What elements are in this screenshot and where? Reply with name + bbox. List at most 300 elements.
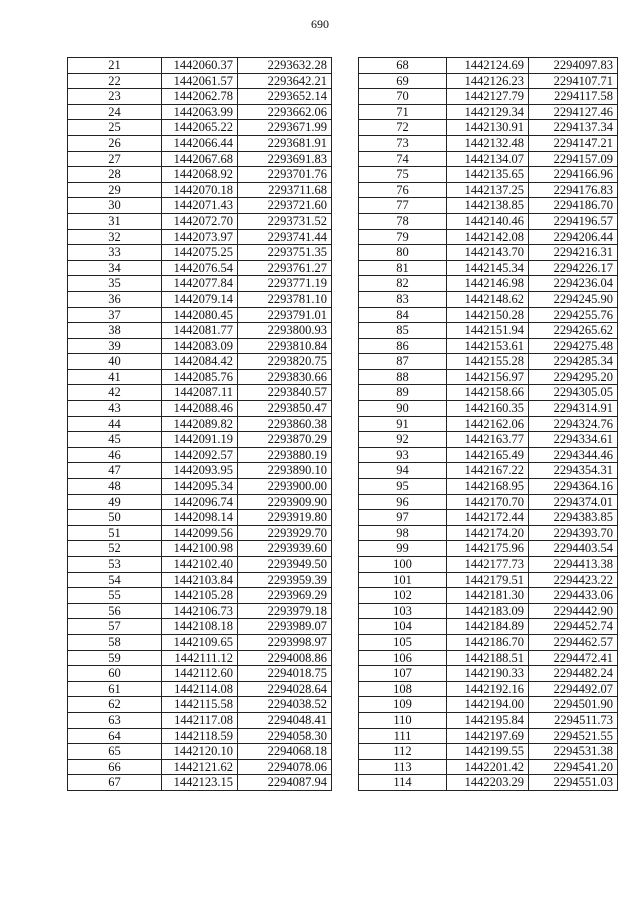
y-coordinate-cell: 2294206.44 — [529, 229, 618, 245]
point-number-cell: 63 — [68, 712, 162, 728]
point-number-cell: 88 — [359, 369, 447, 385]
point-number-cell: 34 — [68, 260, 162, 276]
x-coordinate-cell: 1442137.25 — [447, 182, 529, 198]
y-coordinate-cell: 2293791.01 — [238, 307, 332, 323]
table-row — [359, 401, 618, 417]
table-row — [68, 494, 332, 510]
point-number-cell: 59 — [68, 650, 162, 666]
table-row — [359, 541, 618, 557]
x-coordinate-cell: 1442063.99 — [162, 104, 238, 120]
x-coordinate-cell: 1442167.22 — [447, 463, 529, 479]
x-coordinate-cell: 1442195.84 — [447, 712, 529, 728]
y-coordinate-cell: 2294531.38 — [529, 744, 618, 760]
table-row — [68, 697, 332, 713]
point-number-cell: 103 — [359, 603, 447, 619]
x-coordinate-cell: 1442168.95 — [447, 479, 529, 495]
y-coordinate-cell: 2294018.75 — [238, 666, 332, 682]
table-row — [68, 354, 332, 370]
y-coordinate-cell: 2293998.97 — [238, 634, 332, 650]
x-coordinate-cell: 1442177.73 — [447, 557, 529, 573]
table-row — [359, 276, 618, 292]
y-coordinate-cell: 2294511.73 — [529, 712, 618, 728]
y-coordinate-cell: 2294482.24 — [529, 666, 618, 682]
point-number-cell: 22 — [68, 73, 162, 89]
point-number-cell: 47 — [68, 463, 162, 479]
y-coordinate-cell: 2294028.64 — [238, 681, 332, 697]
x-coordinate-cell: 1442115.58 — [162, 697, 238, 713]
table-row — [359, 759, 618, 775]
x-coordinate-cell: 1442109.65 — [162, 634, 238, 650]
y-coordinate-cell: 2293632.28 — [238, 58, 332, 74]
x-coordinate-cell: 1442106.73 — [162, 603, 238, 619]
y-coordinate-cell: 2294433.06 — [529, 588, 618, 604]
y-coordinate-cell: 2294097.83 — [529, 58, 618, 74]
x-coordinate-cell: 1442132.48 — [447, 135, 529, 151]
x-coordinate-cell: 1442181.30 — [447, 588, 529, 604]
x-coordinate-cell: 1442179.51 — [447, 572, 529, 588]
x-coordinate-cell: 1442072.70 — [162, 213, 238, 229]
point-number-cell: 66 — [68, 759, 162, 775]
point-number-cell: 105 — [359, 634, 447, 650]
point-number-cell: 41 — [68, 369, 162, 385]
point-number-cell: 96 — [359, 494, 447, 510]
point-number-cell: 77 — [359, 198, 447, 214]
table-row — [68, 151, 332, 167]
table-row — [359, 603, 618, 619]
point-number-cell: 98 — [359, 525, 447, 541]
table-row — [359, 588, 618, 604]
point-number-cell: 30 — [68, 198, 162, 214]
x-coordinate-cell: 1442095.34 — [162, 479, 238, 495]
y-coordinate-cell: 2294423.22 — [529, 572, 618, 588]
table-row — [359, 307, 618, 323]
x-coordinate-cell: 1442083.09 — [162, 338, 238, 354]
table-row — [359, 463, 618, 479]
x-coordinate-cell: 1442062.78 — [162, 89, 238, 105]
y-coordinate-cell: 2294087.94 — [238, 775, 332, 791]
point-number-cell: 108 — [359, 681, 447, 697]
point-number-cell: 79 — [359, 229, 447, 245]
x-coordinate-cell: 1442065.22 — [162, 120, 238, 136]
point-number-cell: 106 — [359, 650, 447, 666]
x-coordinate-cell: 1442087.11 — [162, 385, 238, 401]
y-coordinate-cell: 2294393.70 — [529, 525, 618, 541]
table-row — [68, 666, 332, 682]
table-row — [68, 323, 332, 339]
x-coordinate-cell: 1442092.57 — [162, 447, 238, 463]
table-row — [359, 479, 618, 495]
y-coordinate-cell: 2293909.90 — [238, 494, 332, 510]
x-coordinate-cell: 1442201.42 — [447, 759, 529, 775]
point-number-cell: 74 — [359, 151, 447, 167]
x-coordinate-cell: 1442170.70 — [447, 494, 529, 510]
x-coordinate-cell: 1442091.19 — [162, 432, 238, 448]
x-coordinate-cell: 1442160.35 — [447, 401, 529, 417]
x-coordinate-cell: 1442135.65 — [447, 167, 529, 183]
point-number-cell: 87 — [359, 354, 447, 370]
table-row — [68, 525, 332, 541]
table-row — [359, 89, 618, 105]
y-coordinate-cell: 2294048.41 — [238, 712, 332, 728]
point-number-cell: 21 — [68, 58, 162, 74]
x-coordinate-cell: 1442134.07 — [447, 151, 529, 167]
y-coordinate-cell: 2293741.44 — [238, 229, 332, 245]
point-number-cell: 72 — [359, 120, 447, 136]
table-row — [68, 479, 332, 495]
table-row — [359, 135, 618, 151]
x-coordinate-cell: 1442138.85 — [447, 198, 529, 214]
table-row — [68, 463, 332, 479]
y-coordinate-cell: 2294442.90 — [529, 603, 618, 619]
point-number-cell: 61 — [68, 681, 162, 697]
table-row — [359, 681, 618, 697]
point-number-cell: 45 — [68, 432, 162, 448]
y-coordinate-cell: 2293810.84 — [238, 338, 332, 354]
x-coordinate-cell: 1442061.57 — [162, 73, 238, 89]
table-row — [68, 260, 332, 276]
x-coordinate-cell: 1442163.77 — [447, 432, 529, 448]
y-coordinate-cell: 2294186.70 — [529, 198, 618, 214]
x-coordinate-cell: 1442102.40 — [162, 557, 238, 573]
x-coordinate-cell: 1442096.74 — [162, 494, 238, 510]
x-coordinate-cell: 1442081.77 — [162, 323, 238, 339]
table-row — [359, 260, 618, 276]
y-coordinate-cell: 2293711.68 — [238, 182, 332, 198]
y-coordinate-cell: 2293721.60 — [238, 198, 332, 214]
table-row — [359, 291, 618, 307]
point-number-cell: 114 — [359, 775, 447, 791]
table-row — [359, 712, 618, 728]
y-coordinate-cell: 2294462.57 — [529, 634, 618, 650]
point-number-cell: 42 — [68, 385, 162, 401]
point-number-cell: 100 — [359, 557, 447, 573]
x-coordinate-cell: 1442140.46 — [447, 213, 529, 229]
y-coordinate-cell: 2294265.62 — [529, 323, 618, 339]
point-number-cell: 32 — [68, 229, 162, 245]
x-coordinate-cell: 1442124.69 — [447, 58, 529, 74]
table-row — [359, 510, 618, 526]
y-coordinate-cell: 2294413.38 — [529, 557, 618, 573]
table-row — [68, 447, 332, 463]
table-row — [68, 744, 332, 760]
y-coordinate-cell: 2294305.05 — [529, 385, 618, 401]
table-row — [68, 759, 332, 775]
y-coordinate-cell: 2294157.09 — [529, 151, 618, 167]
y-coordinate-cell: 2293761.27 — [238, 260, 332, 276]
table-row — [359, 229, 618, 245]
y-coordinate-cell: 2293820.75 — [238, 354, 332, 370]
table-row — [359, 151, 618, 167]
y-coordinate-cell: 2293959.39 — [238, 572, 332, 588]
y-coordinate-cell: 2293840.57 — [238, 385, 332, 401]
y-coordinate-cell: 2294521.55 — [529, 728, 618, 744]
y-coordinate-cell: 2293671.99 — [238, 120, 332, 136]
y-coordinate-cell: 2294541.20 — [529, 759, 618, 775]
x-coordinate-cell: 1442192.16 — [447, 681, 529, 697]
y-coordinate-cell: 2293691.83 — [238, 151, 332, 167]
y-coordinate-cell: 2294354.31 — [529, 463, 618, 479]
point-number-cell: 71 — [359, 104, 447, 120]
table-row — [68, 385, 332, 401]
x-coordinate-cell: 1442121.62 — [162, 759, 238, 775]
x-coordinate-cell: 1442070.18 — [162, 182, 238, 198]
table-row — [68, 182, 332, 198]
point-number-cell: 80 — [359, 245, 447, 261]
table-row — [359, 697, 618, 713]
x-coordinate-cell: 1442130.91 — [447, 120, 529, 136]
y-coordinate-cell: 2293929.70 — [238, 525, 332, 541]
point-number-cell: 29 — [68, 182, 162, 198]
y-coordinate-cell: 2293979.18 — [238, 603, 332, 619]
table-row — [68, 307, 332, 323]
point-number-cell: 27 — [68, 151, 162, 167]
y-coordinate-cell: 2293919.80 — [238, 510, 332, 526]
point-number-cell: 38 — [68, 323, 162, 339]
table-row — [359, 650, 618, 666]
table-row — [68, 338, 332, 354]
x-coordinate-cell: 1442071.43 — [162, 198, 238, 214]
point-number-cell: 60 — [68, 666, 162, 682]
page-number: 690 — [311, 17, 329, 31]
table-row — [68, 588, 332, 604]
y-coordinate-cell: 2294147.21 — [529, 135, 618, 151]
y-coordinate-cell: 2294236.04 — [529, 276, 618, 292]
table-row — [68, 775, 332, 791]
y-coordinate-cell: 2294216.31 — [529, 245, 618, 261]
x-coordinate-cell: 1442126.23 — [447, 73, 529, 89]
point-number-cell: 44 — [68, 416, 162, 432]
x-coordinate-cell: 1442066.44 — [162, 135, 238, 151]
x-coordinate-cell: 1442129.34 — [447, 104, 529, 120]
y-coordinate-cell: 2293781.10 — [238, 291, 332, 307]
table-row — [359, 775, 618, 791]
x-coordinate-cell: 1442153.61 — [447, 338, 529, 354]
point-number-cell: 64 — [68, 728, 162, 744]
x-coordinate-cell: 1442103.84 — [162, 572, 238, 588]
x-coordinate-cell: 1442162.06 — [447, 416, 529, 432]
x-coordinate-cell: 1442060.37 — [162, 58, 238, 74]
table-row — [68, 198, 332, 214]
point-number-cell: 93 — [359, 447, 447, 463]
point-number-cell: 75 — [359, 167, 447, 183]
table-row — [68, 73, 332, 89]
y-coordinate-cell: 2293642.21 — [238, 73, 332, 89]
x-coordinate-cell: 1442079.14 — [162, 291, 238, 307]
x-coordinate-cell: 1442105.28 — [162, 588, 238, 604]
x-coordinate-cell: 1442143.70 — [447, 245, 529, 261]
table-row — [68, 619, 332, 635]
y-coordinate-cell: 2294038.52 — [238, 697, 332, 713]
y-coordinate-cell: 2294334.61 — [529, 432, 618, 448]
x-coordinate-cell: 1442150.28 — [447, 307, 529, 323]
y-coordinate-cell: 2294344.46 — [529, 447, 618, 463]
point-number-cell: 112 — [359, 744, 447, 760]
x-coordinate-cell: 1442203.29 — [447, 775, 529, 791]
table-row — [359, 416, 618, 432]
table-row — [359, 213, 618, 229]
y-coordinate-cell: 2294127.46 — [529, 104, 618, 120]
table-row — [68, 291, 332, 307]
y-coordinate-cell: 2293900.00 — [238, 479, 332, 495]
point-number-cell: 83 — [359, 291, 447, 307]
point-number-cell: 76 — [359, 182, 447, 198]
x-coordinate-cell: 1442156.97 — [447, 369, 529, 385]
point-number-cell: 35 — [68, 276, 162, 292]
point-number-cell: 46 — [68, 447, 162, 463]
x-coordinate-cell: 1442127.79 — [447, 89, 529, 105]
table-row — [68, 681, 332, 697]
table-row — [359, 198, 618, 214]
point-number-cell: 78 — [359, 213, 447, 229]
y-coordinate-cell: 2293939.60 — [238, 541, 332, 557]
y-coordinate-cell: 2294551.03 — [529, 775, 618, 791]
point-number-cell: 40 — [68, 354, 162, 370]
y-coordinate-cell: 2293860.38 — [238, 416, 332, 432]
y-coordinate-cell: 2293681.91 — [238, 135, 332, 151]
point-number-cell: 89 — [359, 385, 447, 401]
point-number-cell: 69 — [359, 73, 447, 89]
y-coordinate-cell: 2293969.29 — [238, 588, 332, 604]
x-coordinate-cell: 1442142.08 — [447, 229, 529, 245]
y-coordinate-cell: 2293880.19 — [238, 447, 332, 463]
y-coordinate-cell: 2294058.30 — [238, 728, 332, 744]
point-number-cell: 70 — [359, 89, 447, 105]
table-row — [68, 541, 332, 557]
x-coordinate-cell: 1442117.08 — [162, 712, 238, 728]
x-coordinate-cell: 1442099.56 — [162, 525, 238, 541]
y-coordinate-cell: 2294472.41 — [529, 650, 618, 666]
table-row — [359, 354, 618, 370]
table-row — [68, 104, 332, 120]
y-coordinate-cell: 2294452.74 — [529, 619, 618, 635]
table-row — [68, 229, 332, 245]
x-coordinate-cell: 1442151.94 — [447, 323, 529, 339]
y-coordinate-cell: 2294501.90 — [529, 697, 618, 713]
y-coordinate-cell: 2294176.83 — [529, 182, 618, 198]
table-row — [68, 432, 332, 448]
y-coordinate-cell: 2293701.76 — [238, 167, 332, 183]
y-coordinate-cell: 2293830.66 — [238, 369, 332, 385]
point-number-cell: 94 — [359, 463, 447, 479]
x-coordinate-cell: 1442158.66 — [447, 385, 529, 401]
y-coordinate-cell: 2293850.47 — [238, 401, 332, 417]
table-row — [359, 744, 618, 760]
x-coordinate-cell: 1442112.60 — [162, 666, 238, 682]
table-row — [359, 73, 618, 89]
y-coordinate-cell: 2293662.06 — [238, 104, 332, 120]
point-number-cell: 81 — [359, 260, 447, 276]
table-row — [359, 385, 618, 401]
y-coordinate-cell: 2294196.57 — [529, 213, 618, 229]
point-number-cell: 51 — [68, 525, 162, 541]
point-number-cell: 84 — [359, 307, 447, 323]
y-coordinate-cell: 2293731.52 — [238, 213, 332, 229]
x-coordinate-cell: 1442165.49 — [447, 447, 529, 463]
point-number-cell: 31 — [68, 213, 162, 229]
table-row — [359, 728, 618, 744]
x-coordinate-cell: 1442098.14 — [162, 510, 238, 526]
x-coordinate-cell: 1442175.96 — [447, 541, 529, 557]
x-coordinate-cell: 1442184.89 — [447, 619, 529, 635]
x-coordinate-cell: 1442100.98 — [162, 541, 238, 557]
y-coordinate-cell: 2293989.07 — [238, 619, 332, 635]
table-row — [359, 104, 618, 120]
point-number-cell: 56 — [68, 603, 162, 619]
point-number-cell: 67 — [68, 775, 162, 791]
table-row — [359, 338, 618, 354]
table-row — [68, 276, 332, 292]
table-row — [68, 120, 332, 136]
table-row — [359, 323, 618, 339]
y-coordinate-cell: 2294245.90 — [529, 291, 618, 307]
point-number-cell: 37 — [68, 307, 162, 323]
y-coordinate-cell: 2293800.93 — [238, 323, 332, 339]
point-number-cell: 49 — [68, 494, 162, 510]
point-number-cell: 57 — [68, 619, 162, 635]
point-number-cell: 85 — [359, 323, 447, 339]
y-coordinate-cell: 2293751.35 — [238, 245, 332, 261]
point-number-cell: 58 — [68, 634, 162, 650]
table-row — [359, 432, 618, 448]
x-coordinate-cell: 1442088.46 — [162, 401, 238, 417]
x-coordinate-cell: 1442077.84 — [162, 276, 238, 292]
y-coordinate-cell: 2294008.86 — [238, 650, 332, 666]
x-coordinate-cell: 1442076.54 — [162, 260, 238, 276]
point-number-cell: 43 — [68, 401, 162, 417]
y-coordinate-cell: 2293652.14 — [238, 89, 332, 105]
y-coordinate-cell: 2294137.34 — [529, 120, 618, 136]
point-number-cell: 91 — [359, 416, 447, 432]
y-coordinate-cell: 2294364.16 — [529, 479, 618, 495]
y-coordinate-cell: 2294166.96 — [529, 167, 618, 183]
table-row — [68, 213, 332, 229]
x-coordinate-cell: 1442123.15 — [162, 775, 238, 791]
x-coordinate-cell: 1442199.55 — [447, 744, 529, 760]
table-row — [68, 650, 332, 666]
x-coordinate-cell: 1442111.12 — [162, 650, 238, 666]
table-row — [68, 167, 332, 183]
y-coordinate-cell: 2293890.10 — [238, 463, 332, 479]
x-coordinate-cell: 1442190.33 — [447, 666, 529, 682]
point-number-cell: 52 — [68, 541, 162, 557]
y-coordinate-cell: 2294107.71 — [529, 73, 618, 89]
y-coordinate-cell: 2294117.58 — [529, 89, 618, 105]
table-row — [68, 369, 332, 385]
point-number-cell: 101 — [359, 572, 447, 588]
point-number-cell: 33 — [68, 245, 162, 261]
table-row — [68, 89, 332, 105]
point-number-cell: 48 — [68, 479, 162, 495]
point-number-cell: 39 — [68, 338, 162, 354]
x-coordinate-cell: 1442085.76 — [162, 369, 238, 385]
table-row — [68, 603, 332, 619]
point-number-cell: 50 — [68, 510, 162, 526]
x-coordinate-cell: 1442067.68 — [162, 151, 238, 167]
x-coordinate-cell: 1442114.08 — [162, 681, 238, 697]
point-number-cell: 107 — [359, 666, 447, 682]
point-number-cell: 97 — [359, 510, 447, 526]
table-row — [359, 666, 618, 682]
table-row — [68, 416, 332, 432]
x-coordinate-cell: 1442146.98 — [447, 276, 529, 292]
coordinates-table-right — [358, 57, 618, 791]
y-coordinate-cell: 2294255.76 — [529, 307, 618, 323]
x-coordinate-cell: 1442145.34 — [447, 260, 529, 276]
table-row — [359, 572, 618, 588]
point-number-cell: 24 — [68, 104, 162, 120]
table-row — [68, 634, 332, 650]
y-coordinate-cell: 2294314.91 — [529, 401, 618, 417]
